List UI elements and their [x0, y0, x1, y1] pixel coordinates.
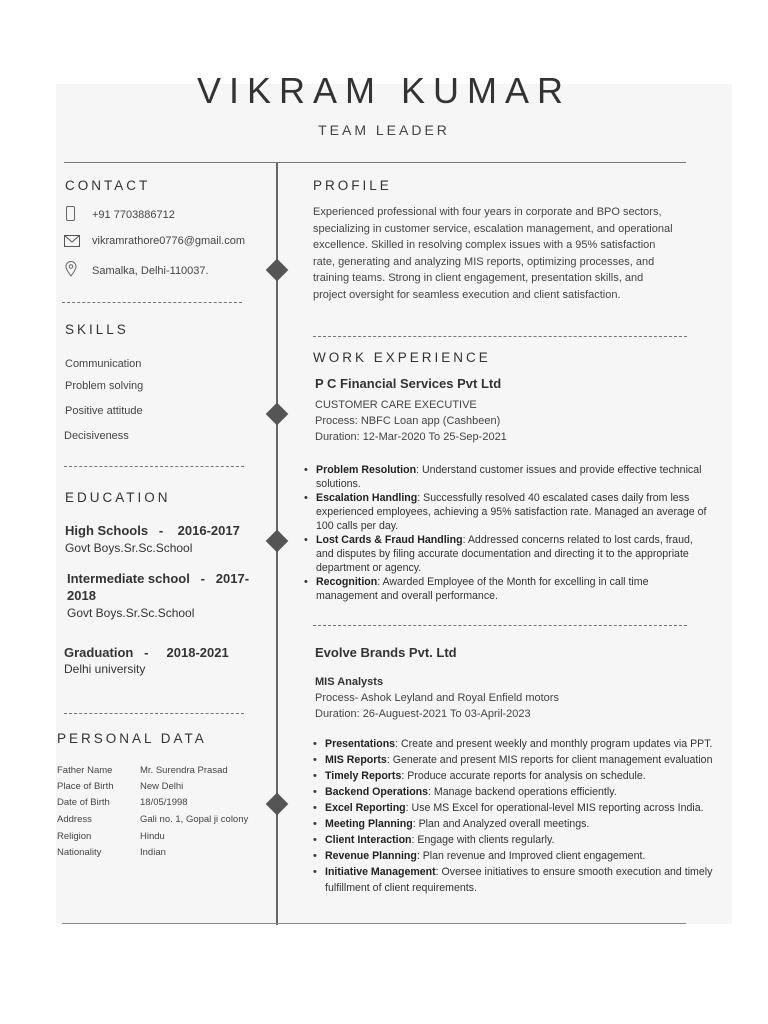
job-title: TEAM LEADER [318, 122, 450, 138]
personal-value: Indian [140, 847, 166, 858]
profile-heading: PROFILE [313, 178, 392, 193]
email-icon [64, 235, 80, 247]
profile-line: Experienced professional with four years in corporate and BPO sectors, [313, 206, 662, 218]
location-pin-icon [65, 261, 77, 277]
job-duration: Duration: 26-Auguest-2021 To 03-April-2023 [315, 708, 531, 720]
list-item: • Excel Reporting: Use MS Excel for operational-level MIS reporting across India. [325, 800, 745, 816]
job-bullet-list [313, 736, 745, 896]
section-divider [313, 625, 687, 626]
skill-item: Positive attitude [65, 405, 143, 417]
skill-item: Communication [65, 358, 142, 370]
personal-label: Father Name [57, 765, 113, 776]
personal-value: New Delhi [140, 781, 184, 792]
section-divider [62, 302, 242, 303]
education-school: Govt Boys.Sr.Sc.School [67, 606, 195, 620]
skill-item: Problem solving [65, 380, 144, 392]
list-item: • Problem Resolution: Understand customer issues and provide effective technical solutions. [316, 463, 708, 491]
profile-line: excellence. Skilled in resolving complex issues with a 95% satisfaction [313, 239, 656, 251]
work-experience-heading: WORK EXPERIENCE [313, 350, 491, 365]
list-item: • Lost Cards & Fraud Handling: Addressed concerns related to lost cards, fraud, and disputes by filing accurate documentation and directing it to the appropriate department or agency. [316, 533, 708, 575]
list-item: • Initiative Management: Oversee initiatives to ensure smooth execution and timely fulfillment of client requirements. [325, 864, 745, 896]
profile-line: project oversight for seamless execution and client satisfaction. [313, 288, 621, 301]
personal-value: Hindu [140, 831, 165, 842]
personal-value: Gali no. 1, Gopal ji colony [140, 814, 249, 825]
personal-label: Place of Birth [57, 781, 114, 792]
personal-value: Mr. Surendra Prasad [140, 765, 228, 776]
personal-label: Nationality [57, 847, 102, 858]
job-process: Process- Ashok Leyland and Royal Enfield motors [315, 692, 559, 704]
footer-divider [62, 923, 686, 924]
list-item: • Revenue Planning: Plan revenue and Improved client engagement. [325, 848, 745, 864]
education-title: Graduation - 2018-2021 [64, 645, 229, 660]
job-duration: Duration: 12-Mar-2020 To 25-Sep-2021 [315, 431, 507, 443]
section-divider [64, 466, 244, 467]
personal-label: Address [57, 814, 92, 825]
job-role: MIS Analysts [315, 676, 384, 688]
profile-line: training teams. Strong in client engagement, presentation skills, and [313, 272, 644, 284]
header-divider [64, 162, 686, 163]
list-item: • Recognition: Awarded Employee of the Month for excelling in call time management and overall performance. [316, 575, 708, 603]
job-bullet-list [304, 463, 708, 603]
education-school: Govt Boys.Sr.Sc.School [65, 541, 193, 555]
contact-heading: CONTACT [65, 178, 151, 193]
profile-line: specializing in customer service, escalation management, and operational [313, 222, 673, 235]
job-role: CUSTOMER CARE EXECUTIVE [315, 399, 477, 411]
section-divider [313, 336, 687, 337]
list-item: • Meeting Planning: Plan and Analyzed overall meetings. [325, 816, 745, 832]
profile-line: rate, generating and analyzing MIS reports, optimizing processes, and [313, 255, 655, 268]
education-school: Delhi university [64, 662, 146, 676]
job-process: Process: NBFC Loan app (Cashbeen) [315, 415, 501, 427]
skill-item: Decisiveness [64, 430, 129, 442]
section-divider [64, 713, 244, 714]
candidate-name: VIKRAM KUMAR [196, 70, 572, 111]
contact-email: vikramrathore0776@gmail.com [92, 235, 246, 247]
education-heading: EDUCATION [65, 490, 171, 505]
education-title: Intermediate school - 2017-2018 [67, 571, 250, 603]
profile-text [313, 204, 693, 303]
contact-phone: +91 7703886712 [92, 209, 175, 221]
personal-label: Religion [57, 831, 92, 842]
list-item: • Backend Operations: Manage backend operations efficiently. [325, 784, 745, 800]
education-title: High Schools - 2016-2017 [65, 523, 240, 538]
personal-data-heading: PERSONAL DATA [57, 731, 207, 746]
contact-address: Samalka, Delhi-110037. [92, 265, 209, 277]
list-item: • Presentations: Create and present weekly and monthly program updates via PPT. [325, 736, 745, 752]
list-item: • Client Interaction: Engage with clients regularly. [325, 832, 745, 848]
personal-value: 18/05/1998 [140, 797, 188, 808]
personal-label: Date of Birth [57, 797, 110, 808]
list-item: • Timely Reports: Produce accurate reports for analysis on schedule. [325, 768, 745, 784]
list-item: • MIS Reports: Generate and present MIS reports for client management evaluation [325, 752, 745, 768]
company-name: Evolve Brands Pvt. Ltd [315, 645, 457, 660]
list-item: • Escalation Handling: Successfully resolved 40 escalated cases daily from less experienced employees, achieving a 95% satisfaction rate. Managed an average of 100 calls per day. [316, 491, 708, 533]
skills-heading: SKILLS [65, 322, 129, 337]
company-name: P C Financial Services Pvt Ltd [315, 376, 502, 391]
phone-icon [66, 206, 75, 221]
